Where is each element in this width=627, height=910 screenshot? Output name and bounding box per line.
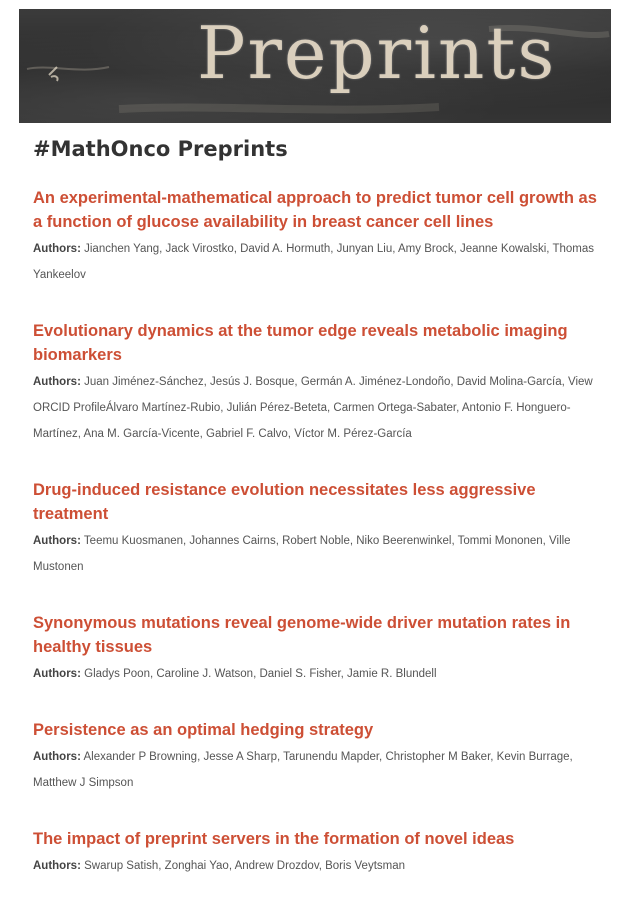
preprint-item <box>33 718 603 796</box>
banner-title: Preprints <box>197 11 557 95</box>
authors-list: Alexander P Browning, Jesse A Sharp, Tarunendu Mapder, Christopher M Baker, Kevin Burrage, Matthew J Simpson <box>33 751 573 789</box>
preprint-authors <box>33 661 603 687</box>
authors-list: Juan Jiménez-Sánchez, Jesús J. Bosque, Germán A. Jiménez-Londoño, David Molina-García, View ORCID ProfileÁlvaro Martínez-Rubio, Julián Pérez-Beteta, Carmen Ortega-Sabater, Antonio F. Honguero-Martínez, Ana M. García-Vicente, Gabriel F. Calvo, Víctor M. Pérez-García <box>33 376 593 440</box>
authors-label: Authors: <box>33 535 81 547</box>
preprint-title-link[interactable]: Persistence as an optimal hedging strategy <box>33 721 374 739</box>
preprint-title-link[interactable]: An experimental-mathematical approach to predict tumor cell growth as a function of glucose availability in breast cancer cell lines <box>33 189 597 231</box>
preprint-title-link[interactable]: Evolutionary dynamics at the tumor edge reveals metabolic imaging biomarkers <box>33 322 568 364</box>
preprint-item <box>33 478 603 580</box>
page-title: #MathOnco Preprints <box>33 137 288 161</box>
authors-label: Authors: <box>33 243 81 255</box>
chalk-scribble <box>49 67 58 81</box>
authors-label: Authors: <box>33 376 81 388</box>
authors-label: Authors: <box>33 860 81 872</box>
preprint-authors <box>33 528 603 580</box>
preprint-authors <box>33 236 603 288</box>
preprint-list <box>33 186 603 910</box>
preprint-title-link[interactable]: Synonymous mutations reveal genome-wide driver mutation rates in healthy tissues <box>33 614 571 656</box>
authors-list: Swarup Satish, Zonghai Yao, Andrew Drozdov, Boris Veytsman <box>84 860 406 872</box>
preprint-authors <box>33 744 603 796</box>
chalkboard-banner <box>19 9 611 123</box>
preprint-item <box>33 186 603 288</box>
authors-list: Jianchen Yang, Jack Virostko, David A. Hormuth, Junyan Liu, Amy Brock, Jeanne Kowalski, Thomas Yankeelov <box>33 243 594 281</box>
authors-label: Authors: <box>33 751 81 763</box>
preprint-title-link[interactable]: The impact of preprint servers in the formation of novel ideas <box>33 830 515 848</box>
preprint-title-link[interactable]: Drug-induced resistance evolution necessitates less aggressive treatment <box>33 481 536 523</box>
authors-list: Teemu Kuosmanen, Johannes Cairns, Robert Noble, Niko Beerenwinkel, Tommi Mononen, Ville Mustonen <box>33 535 571 573</box>
authors-label: Authors: <box>33 668 81 680</box>
preprint-item <box>33 611 603 687</box>
preprint-authors <box>33 853 603 879</box>
preprint-authors <box>33 369 603 447</box>
authors-list: Gladys Poon, Caroline J. Watson, Daniel S. Fisher, Jamie R. Blundell <box>84 668 437 680</box>
preprint-item <box>33 319 603 447</box>
